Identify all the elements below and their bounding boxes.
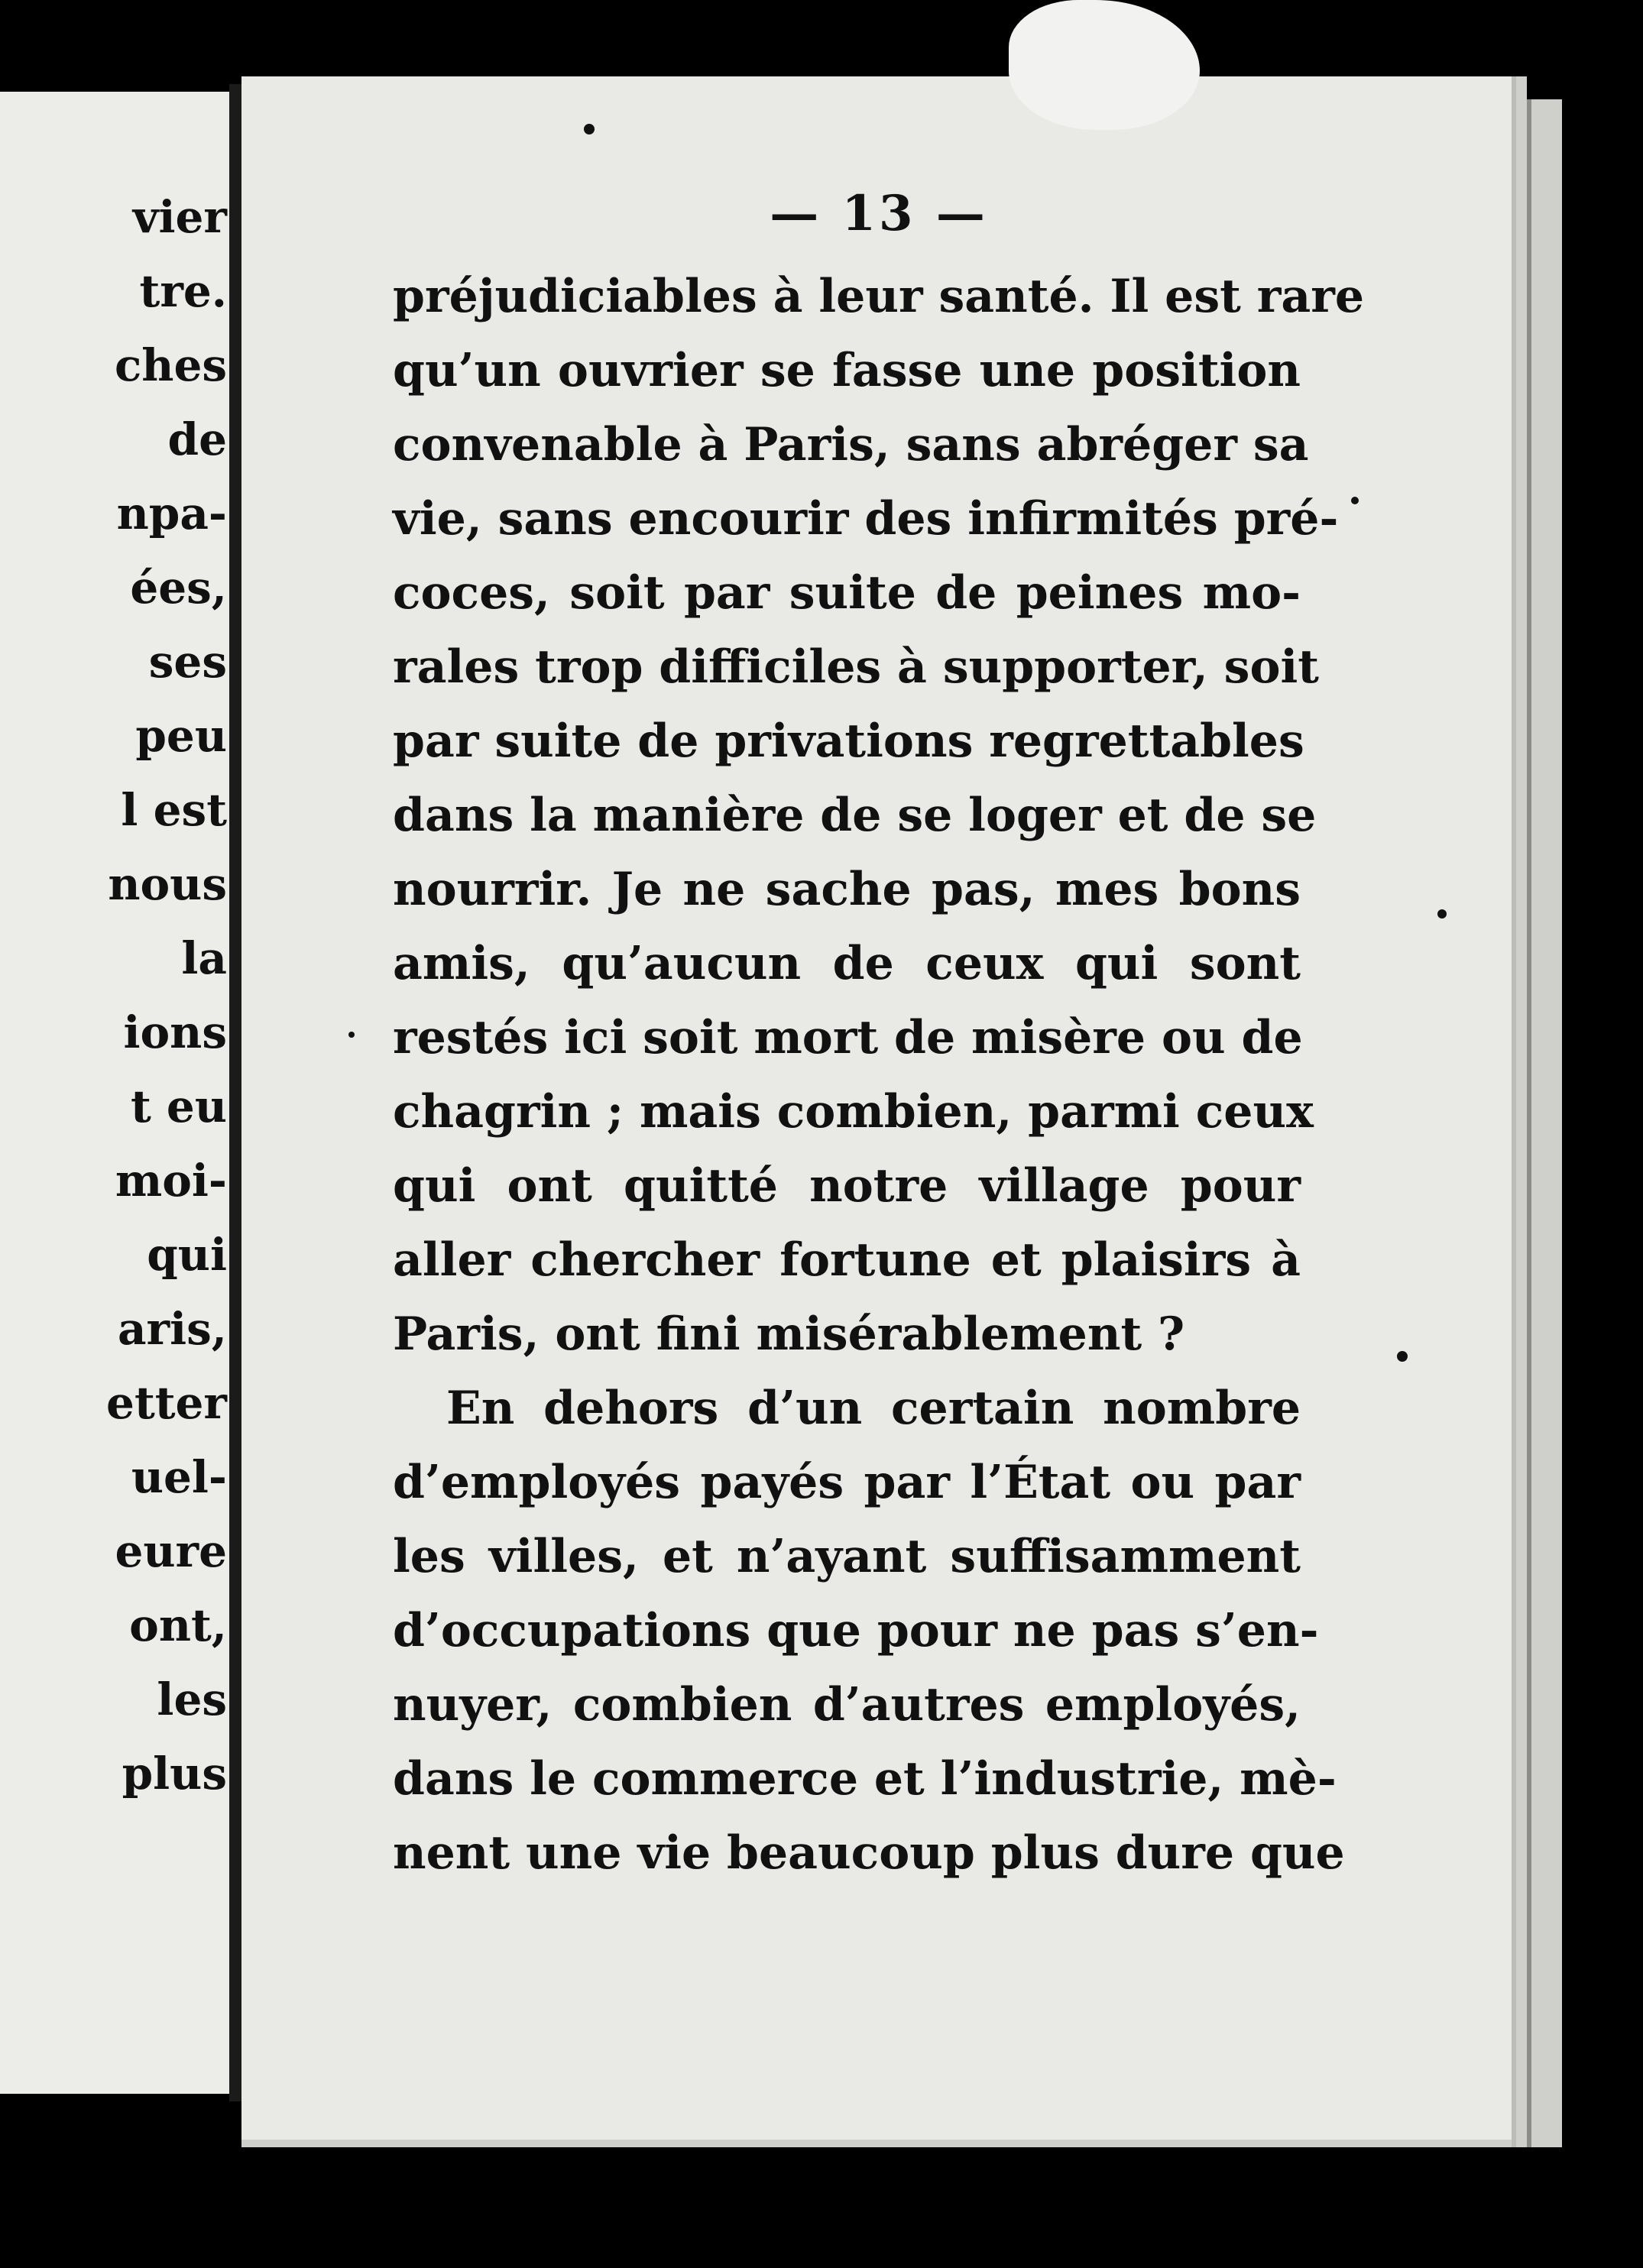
text-line: Paris, ont fini misérablement ? [393,1307,1185,1361]
ink-speck [1397,1351,1408,1362]
previous-page-line-fragment: moi- [115,1155,227,1207]
text-line: dans la manière de se loger et de se [393,789,1317,842]
previous-page-line-fragment: uel- [131,1451,227,1503]
ink-speck [348,1032,355,1038]
previous-page-line-fragment: npa- [116,488,227,539]
text-line: aller chercher fortune et plaisirs à [393,1233,1301,1287]
text-line: vie, sans encourir des infirmités pré- [393,492,1339,546]
current-page [241,76,1527,2147]
text-line: d’occupations que pour ne pas s’en- [393,1604,1319,1657]
text-line: d’employés payés par l’État ou par [393,1456,1301,1509]
text-line: chagrin ; mais combien, parmi ceux [393,1085,1314,1139]
previous-page-line-fragment: tre. [139,265,227,317]
previous-page-line-fragment: l est [121,784,227,836]
text-line: qu’un ouvrier se fasse une position [393,344,1301,397]
previous-page-fragment [0,92,233,2094]
previous-page-line-fragment: la [181,932,227,984]
page-number: — 13 — [770,185,988,242]
text-line: convenable à Paris, sans abréger sa [393,418,1309,471]
ink-speck [1351,497,1359,504]
previous-page-line-fragment: eure [115,1525,227,1577]
text-line: nourrir. Je ne sache pas, mes bons [393,863,1301,916]
text-line: nent une vie beaucoup plus dure que [393,1826,1345,1880]
text-line: amis, qu’aucun de ceux qui sont [393,937,1301,990]
text-line: rales trop difficiles à supporter, soit [393,640,1319,694]
text-line: les villes, et n’ayant suffisamment [393,1530,1301,1583]
text-line: En dehors d’un certain nombre [446,1382,1301,1435]
previous-page-line-fragment: ions [123,1006,227,1058]
book-gutter [229,84,241,2101]
previous-page-line-fragment: ées, [130,562,227,614]
previous-page-line-fragment: ses [148,636,227,688]
text-line: restés ici soit mort de misère ou de [393,1011,1303,1064]
previous-page-line-fragment: plus [122,1748,227,1800]
text-line: qui ont quitté notre village pour [393,1159,1301,1213]
previous-page-line-fragment: de [167,413,227,465]
page-edge-shadow [1527,99,1562,2147]
previous-page-line-fragment: etter [106,1377,227,1429]
text-line: par suite de privations regrettables [393,714,1304,768]
previous-page-line-fragment: t eu [130,1081,227,1132]
text-line: coces, soit par suite de peines mo- [393,566,1301,620]
ink-speck [1437,909,1447,919]
previous-page-line-fragment: aris, [117,1303,227,1355]
text-line: nuyer, combien d’autres employés, [393,1678,1301,1732]
previous-page-line-fragment: qui [147,1229,227,1281]
body-text [393,260,1364,1891]
previous-page-line-fragment: les [157,1673,227,1725]
previous-page-line-fragment: peu [135,710,227,762]
ink-speck [584,124,595,134]
previous-page-line-fragment: nous [108,858,227,910]
previous-page-line-fragment: ont, [129,1599,227,1651]
text-line: préjudiciables à leur santé. Il est rare [393,270,1364,323]
paper-damage-mark [1009,0,1200,130]
previous-page-line-fragment: vier [132,191,227,243]
text-line: dans le commerce et l’industrie, mè- [393,1752,1337,1806]
previous-page-line-fragment: ches [114,339,227,391]
